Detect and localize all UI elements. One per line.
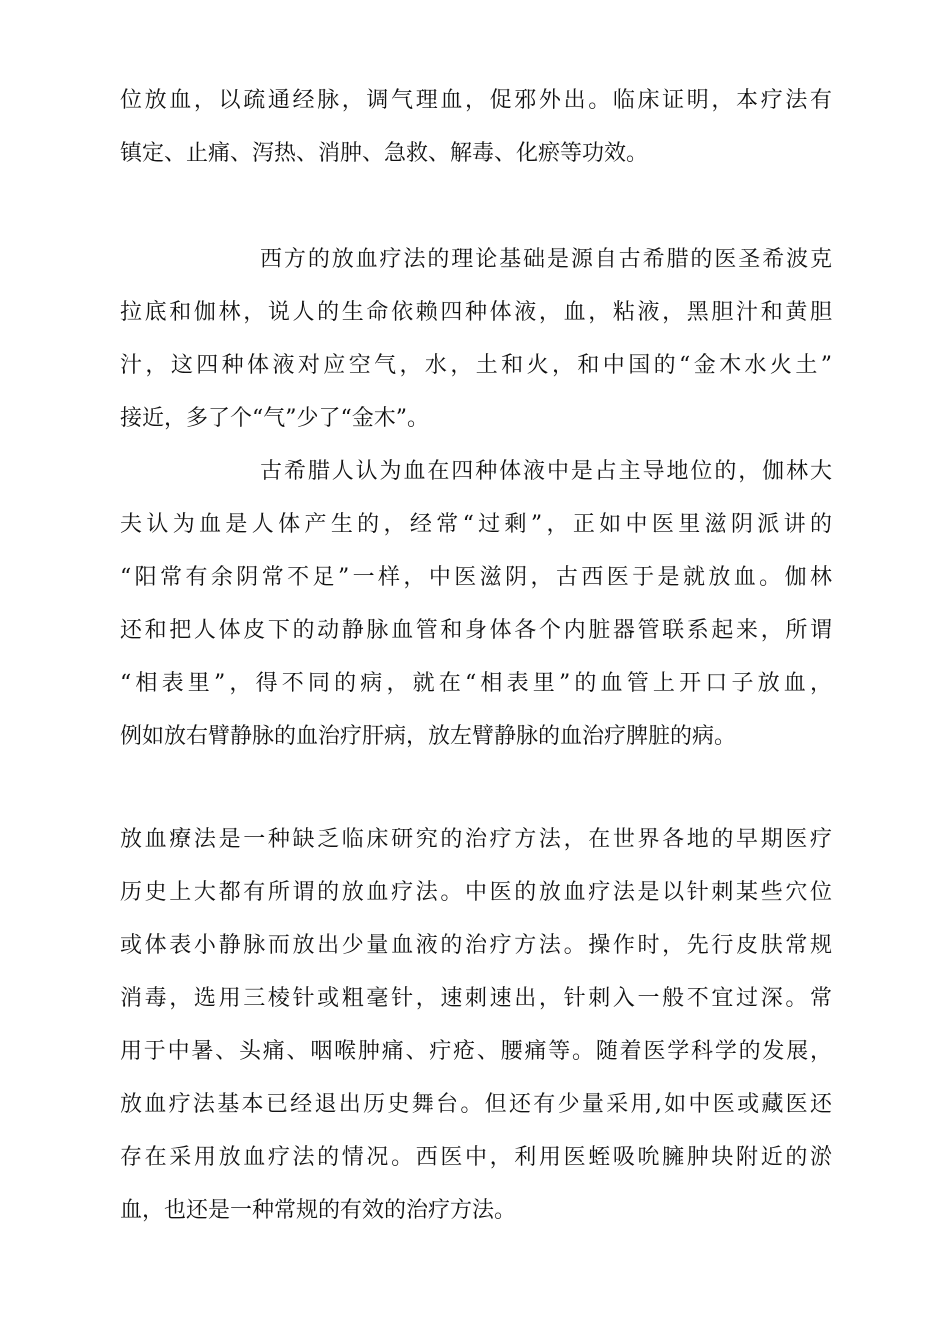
text-line: 镇定、止痛、泻热、消肿、急救、解毒、化瘀等功效。 (120, 141, 649, 166)
text-line: 血，也还是一种常规的有效的治疗方法。 (120, 1198, 517, 1223)
text-line: “阳常有余阴常不足”一样，中医滋阴，古西医于是就放血。伽林 (120, 565, 832, 590)
text-line: 消毒，选用三棱针或粗毫针，速刺速出，针刺入一般不宜过深。常 (120, 986, 832, 1011)
text-line: 例如放右臂静脉的血治疗肝病，放左臂静脉的血治疗脾脏的病。 (120, 724, 737, 749)
text-line: 古希腊人认为血在四种体液中是占主导地位的，伽林大 (260, 459, 832, 484)
text-line: 夫认为血是人体产生的，经常“过剩”，正如中医里滋阴派讲的 (120, 512, 832, 537)
text-line: 位放血，以疏通经脉，调气理血，促邪外出。临床证明，本疗法有 (120, 88, 832, 113)
text-line: 放血療法是一种缺乏临床研究的治疗方法，在世界各地的早期医疗 (120, 827, 832, 852)
text-line: 放血疗法基本已经退出历史舞台。但还有少量采用,如中医或藏医还 (120, 1092, 832, 1117)
text-line: 存在采用放血疗法的情况。西医中，利用医蛭吸吮臃肿块附近的淤 (120, 1145, 832, 1170)
text-line: 还和把人体皮下的动静脉血管和身体各个内脏器管联系起来，所谓 (120, 618, 832, 643)
text-line: 历史上大都有所谓的放血疗法。中医的放血疗法是以针刺某些穴位 (120, 880, 832, 905)
text-line: 接近，多了个“气”少了“金木”。 (120, 406, 429, 431)
text-line: 汁，这四种体液对应空气，水，土和火，和中国的“金木水火土” (120, 353, 832, 378)
text-line: 或体表小静脉而放出少量血液的治疗方法。操作时，先行皮肤常规 (120, 933, 832, 958)
text-line: 拉底和伽林，说人的生命依赖四种体液，血，粘液，黑胆汁和黄胆 (120, 300, 832, 325)
text-line: 用于中暑、头痛、咽喉肿痛、疔疮、腰痛等。随着医学科学的发展， (120, 1039, 832, 1064)
text-line: 西方的放血疗法的理论基础是源自古希腊的医圣希波克 (260, 247, 832, 272)
text-line: “相表里”，得不同的病，就在“相表里”的血管上开口子放血， (120, 671, 832, 696)
